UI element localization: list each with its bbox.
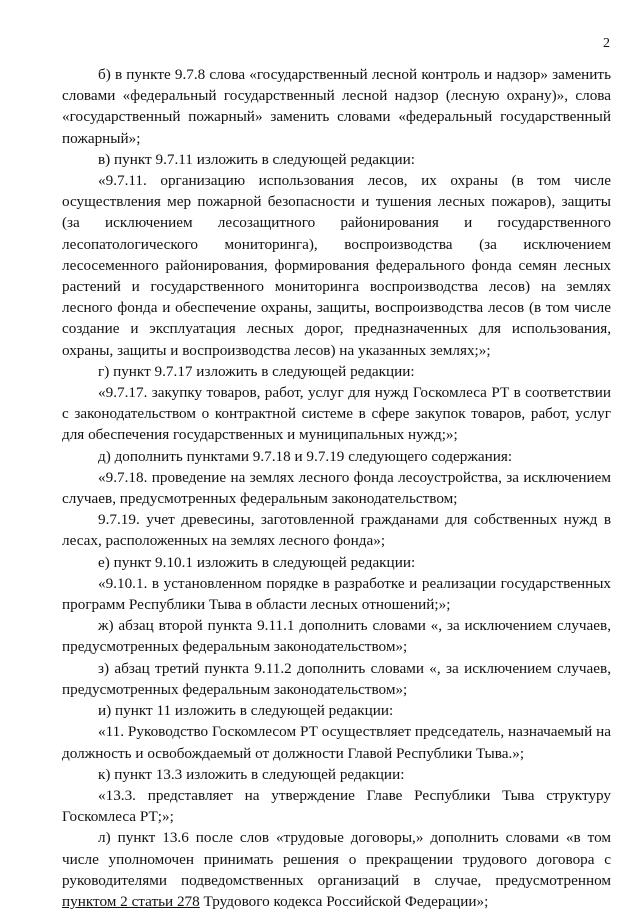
paragraph-9-7-19: 9.7.19. учет древесины, заготовленной гражданами для собственных нужд в лесах, расположенных на землях лесного фонда»; xyxy=(62,511,611,550)
paragraph-b: б) в пункте 9.7.8 слова «государственный лесной контроль и надзор» заменить словами «федеральный государственный лесной надзор (лесную охрану)», слова «государственный пожарный» заменить словами «федеральный государственный пожарный»; xyxy=(62,66,611,147)
paragraph-11: «11. Руководство Госкомлесом РТ осуществляет председатель, назначаемый на должность и освобождаемый от должности Главой Республики Тыва.»; xyxy=(62,723,611,762)
paragraph-13-3: «13.3. представляет на утверждение Главе Республики Тыва структуру Госкомлеса РТ;»; xyxy=(62,786,611,826)
paragraph-l-tail: Трудового кодекса Российской Федерации»; xyxy=(199,892,489,910)
paragraph-zh: ж) абзац второй пункта 9.11.1 дополнить словами «, за исключением случаев, предусмотренных федеральным законодательством»; xyxy=(62,617,611,656)
paragraph-9-10-1: «9.10.1. в установленном порядке в разработке и реализации государственных программ Республики Тыва в области лесных отношений;»; xyxy=(62,574,611,614)
law-reference-link[interactable]: пунктом 2 статьи 278 xyxy=(62,892,200,910)
paragraph-9-7-18: «9.7.18. проведение на землях лесного фонда лесоустройства, за исключением случаев, предусмотренных федеральным законодательством; xyxy=(62,468,611,508)
paragraph-e: е) пункт 9.10.1 изложить в следующей редакции: xyxy=(98,553,416,571)
paragraph-9-7-11: «9.7.11. организацию использования лесов, их охраны (в том числе осуществления мер пожарной безопасности и тушения лесных пожаров), защиты (за исключением лесозащитного районирования и государственного лесопатологического мониторинга), воспроизводства (за исключением лесосеменного районирования, формирования федерального фонда семян лесных растений и государственного мониторинга воспроизводства лесов) на землях лесного фонда и обеспечение охраны, защиты, воспроизводства лесов (в том числе создание и эксплуатация лесных дорог, предназначенных для использования, охраны, защиты и воспроизводства лесов) на указанных землях;»; xyxy=(62,172,611,359)
paragraph-9-7-17: «9.7.17. закупку товаров, работ, услуг для нужд Госкомлеса РТ в соответствии с законодательством о контрактной системе в сфере закупок товаров, работ, услуг для обеспечения государственных и муниципальных нужд;»; xyxy=(62,384,611,444)
paragraph-d: д) дополнить пунктами 9.7.18 и 9.7.19 следующего содержания: xyxy=(98,447,513,465)
paragraph-k: к) пункт 13.3 изложить в следующей редакции: xyxy=(98,765,405,783)
paragraph-l-text: л) пункт 13.6 после слов «трудовые договоры,» дополнить словами «в том числе уполномочен принимать решения о прекращении трудового договора с руководителями подведомственных организаций в случае, предусмотренном xyxy=(62,829,611,889)
paragraph-i: и) пункт 11 изложить в следующей редакции: xyxy=(98,702,394,720)
paragraph-v: в) пункт 9.7.11 изложить в следующей редакции: xyxy=(98,150,416,168)
paragraph-z: з) абзац третий пункта 9.11.2 дополнить словами «, за исключением случаев, предусмотренных федеральным законодательством»; xyxy=(62,659,611,698)
page-number: 2 xyxy=(603,36,610,51)
paragraph-l xyxy=(62,827,611,912)
paragraph-g: г) пункт 9.7.17 изложить в следующей редакции: xyxy=(98,362,415,380)
document-body xyxy=(62,64,611,912)
